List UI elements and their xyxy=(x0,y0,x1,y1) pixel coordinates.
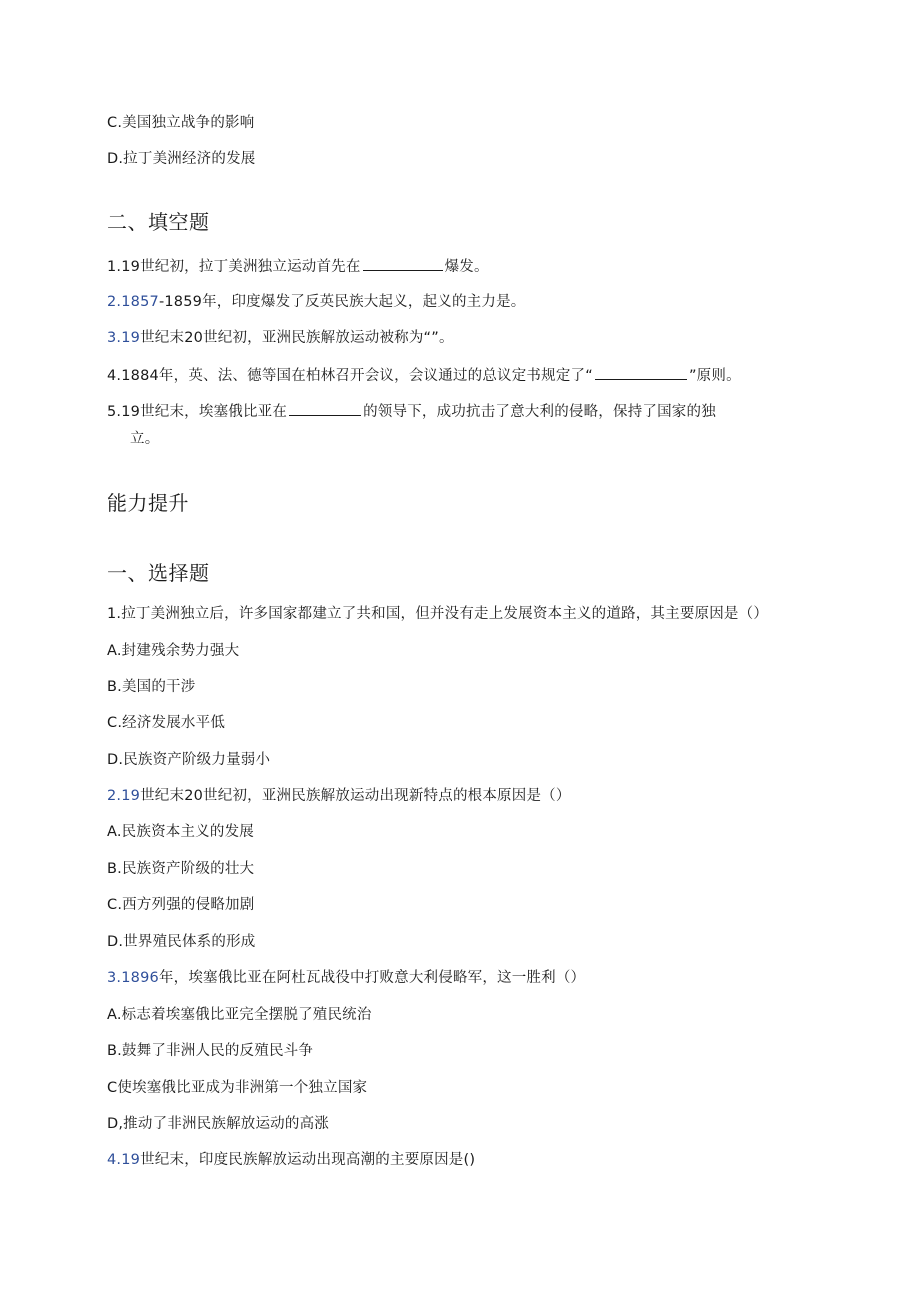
choice-question-1-stem: 1.拉丁美洲独立后，许多国家都建立了共和国，但并没有走上发展资本主义的道路，其主要原因是（） xyxy=(107,606,769,622)
fill-question-5-continuation: 立。 xyxy=(130,431,160,447)
choice-q2-option-d: D.世界殖民体系的形成 xyxy=(107,934,256,950)
choice-question-2-stem xyxy=(107,786,571,806)
fill-q2-text: -1859年，印度爆发了反英民族大起义，起义的主力是。 xyxy=(158,294,526,310)
choice-section-title: 一、选择题 xyxy=(107,561,210,585)
fill-question-4 xyxy=(107,365,741,386)
fill-q4-text-pre: 4.1884年，英、法、德等国在柏林召开会议，会议通过的总议定书规定了“ xyxy=(107,368,593,384)
fill-q4-blank xyxy=(595,365,687,380)
choice-q2-stem-text: 世纪末20世纪初，亚洲民族解放运动出现新特点的根本原因是（） xyxy=(140,788,571,804)
choice-q2-option-c: C.西方列强的侵略加剧 xyxy=(107,897,255,913)
choice-q3-option-d: D,推动了非洲民族解放运动的高涨 xyxy=(107,1116,329,1132)
fill-q5-text-pre: 5.19世纪末，埃塞俄比亚在 xyxy=(107,404,288,420)
fill-question-1 xyxy=(107,256,489,277)
fill-q5-blank xyxy=(289,401,361,416)
fill-question-3 xyxy=(107,328,454,348)
choice-question-3-stem xyxy=(107,968,585,988)
option-c-prev-question: C.美国独立战争的影响 xyxy=(107,115,255,131)
choice-q3-option-c: C使埃塞俄比亚成为非洲第一个独立国家 xyxy=(107,1080,368,1096)
fill-question-5 xyxy=(107,401,716,422)
choice-question-4-stem xyxy=(107,1150,475,1170)
fill-q1-text-pre: 1.19世纪初，拉丁美洲独立运动首先在 xyxy=(107,259,361,275)
fill-q1-text-post: 爆发。 xyxy=(444,259,489,275)
choice-q3-option-a: A.标志着埃塞俄比亚完全摆脱了殖民统治 xyxy=(107,1007,372,1023)
fill-q5-text-post: 的领导下，成功抗击了意大利的侵略，保持了国家的独 xyxy=(363,404,716,420)
choice-q3-stem-text: 年，埃塞俄比亚在阿杜瓦战役中打败意大利侵略军，这一胜利（） xyxy=(158,970,586,986)
fill-question-2 xyxy=(107,292,525,312)
fill-q4-text-post: ”原则。 xyxy=(688,368,741,384)
choice-q3-option-b: B.鼓舞了非洲人民的反殖民斗争 xyxy=(107,1043,314,1059)
choice-q1-option-d: D.民族资产阶级力量弱小 xyxy=(107,752,271,768)
fill-in-section-title: 二、填空题 xyxy=(107,210,210,234)
choice-q4-stem-text: 世纪末，印度民族解放运动出现高潮的主要原因是() xyxy=(140,1152,476,1168)
fill-q1-blank xyxy=(363,256,443,271)
choice-q2-number: 2.19 xyxy=(107,788,141,804)
choice-q4-number: 4.19 xyxy=(107,1152,141,1168)
fill-q2-number: 2.1857 xyxy=(107,294,159,310)
choice-q1-option-c: C.经济发展水平低 xyxy=(107,715,226,731)
fill-q3-text: 世纪末20世纪初，亚洲民族解放运动被称为“”。 xyxy=(140,330,454,346)
fill-q3-number: 3.19 xyxy=(107,330,141,346)
choice-q2-option-a: A.民族资本主义的发展 xyxy=(107,824,254,840)
choice-q2-option-b: B.民族资产阶级的壮大 xyxy=(107,861,255,877)
choice-q1-option-a: A.封建残余势力强大 xyxy=(107,643,240,659)
choice-q3-number: 3.1896 xyxy=(107,970,159,986)
option-d-prev-question: D.拉丁美洲经济的发展 xyxy=(107,151,256,167)
choice-q1-option-b: B.美国的干涉 xyxy=(107,679,196,695)
ability-section-title: 能力提升 xyxy=(107,491,189,515)
